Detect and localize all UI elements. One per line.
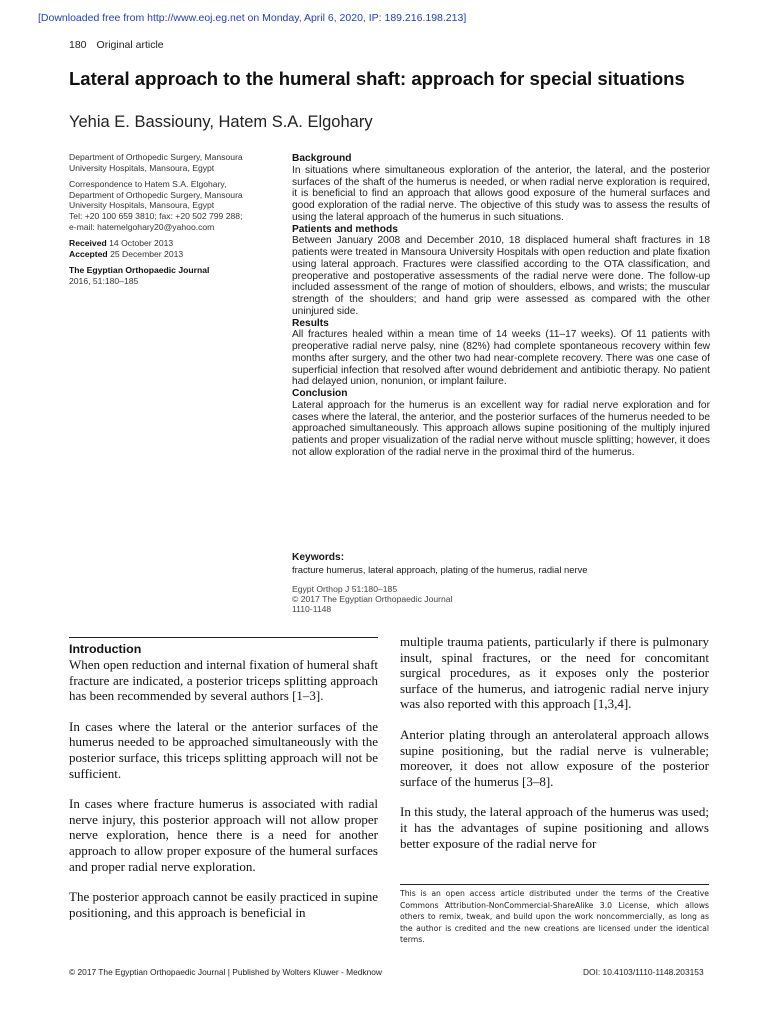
body-paragraph: Anterior plating through an anterolateral approach allows supine positioning, but the radial nerve is vulnerable; moreover, it does not allow exposure of the posterior surface of the humerus [3–8].: [400, 726, 709, 789]
abstract-results-heading: Results: [292, 317, 329, 329]
author-list: Yehia E. Bassiouny, Hatem S.A. Elgohary: [69, 113, 373, 131]
keywords: [292, 552, 710, 576]
keywords-text: fracture humerus, lateral approach, plating of the humerus, radial nerve: [292, 563, 588, 575]
body-paragraph: In cases where fracture humerus is associated with radial nerve injury, this posterior approach will not allow proper nerve exploration, hence there is a need for another approach to allow proper exposure of the humeral surfaces and proper radial nerve exploration.: [69, 796, 378, 874]
abstract-background-text: In situations where simultaneous exploration of the anterior, the lateral, and the posterior surfaces of the shaft of the humerus is needed, or when radial nerve exploration is required, it is beneficial to find an approach that allows good exposure of the humeral surfaces and good exploration of the radial nerve. The objective of this study was to assess the results of using the lateral approach of the humerus in such situations.: [292, 164, 710, 223]
abstract-conclusion-text: Lateral approach for the humerus is an excellent way for radial nerve exploration and for cases where the lateral, the anterior, and the posterior surfaces of the humerus needed to be approached simultaneously. This approach allows supine positioning of the multiply injured patients and proper visualization of the radial nerve without muscle splitting; however, it does not allow exploration of the radial nerve in the proximal third of the humerus.: [292, 399, 710, 458]
keywords-heading: Keywords:: [292, 552, 345, 563]
abstract-methods-heading: Patients and methods: [292, 223, 398, 235]
license-note: This is an open access article distributed under the terms of the Creative Commons Attribution-NonCommercial-ShareAlike 3.0 License, which allows others to remix, tweak, and build upon the work noncommercially, as long as the author is credited and the new creations are licensed under the identical terms.: [400, 884, 709, 946]
correspondence-phone: Tel: +20 100 659 3810; fax: +20 502 799 288;: [69, 210, 243, 221]
abstract-conclusion-heading: Conclusion: [292, 388, 348, 399]
body-paragraph: When open reduction and internal fixation of humeral shaft fracture are indicated, a posterior triceps splitting approach has been recommended by several authors [1–3].: [69, 657, 379, 704]
section-divider: [69, 637, 378, 638]
abstract: [292, 153, 710, 459]
copyright-line: © 2017 The Egyptian Orthopaedic Journal: [292, 594, 453, 605]
article-dates: [69, 238, 269, 259]
affiliation: Department of Orthopedic Surgery, Mansoura University Hospitals, Mansoura, Egypt: [69, 152, 243, 173]
footer-publisher: © 2017 The Egyptian Orthopaedic Journal | Published by Wolters Kluwer - Medknow: [69, 967, 382, 977]
article-title: Lateral approach to the humeral shaft: approach for special situations: [69, 68, 685, 89]
abstract-results-text: All fractures healed within a mean time of 14 weeks (11–17 weeks). Of 11 patients with preoperative radial nerve palsy, nine (82%) had complete spontaneous recovery within few months after surgery, and the other two had near-complete recovery. There was one case of superficial infection that resolved after wound debridement and antibiotic therapy. No patient had delayed union, nonunion, or implant failure.: [292, 329, 710, 388]
body-column-right: [400, 634, 709, 866]
page-number: 180: [69, 39, 87, 51]
footer-doi: DOI: 10.4103/1110-1148.203153: [583, 967, 704, 977]
body-paragraph: The posterior approach cannot be easily practiced in supine positioning, and this approach is beneficial in: [69, 889, 378, 920]
section-heading-introduction: Introduction: [69, 642, 142, 656]
body-paragraph: In this study, the lateral approach of the humerus was used; it has the advantages of supine positioning and allows better exposure of the radial nerve for: [400, 804, 709, 851]
correspondence-email: e-mail: hatemelgohary20@yahoo.com: [69, 221, 215, 232]
abstract-background-heading: Background: [292, 153, 352, 164]
article-metadata: [69, 152, 269, 293]
body-paragraph: multiple trauma patients, particularly if there is pulmonary insult, spinal fractures, or the need for concomitant surgical procedures, as it exposes only the posterior surface of the humerus, and iatrogenic radial nerve injury was also reported with this approach [1,3,4].: [400, 634, 709, 712]
body-paragraph: In cases where the lateral or the anterior surfaces of the humerus needed to be approached simultaneously with the posterior surface, this triceps splitting approach will not be sufficient.: [69, 718, 378, 781]
received-label: Received: [69, 238, 107, 249]
journal-info: [69, 265, 269, 286]
correspondence: [69, 179, 269, 232]
accepted-label: Accepted: [69, 248, 108, 259]
citation-line: Egypt Orthop J 51:180–185: [292, 584, 398, 594]
journal-name: The Egyptian Orthopaedic Journal: [69, 265, 210, 276]
download-notice: [Downloaded free from http://www.eoj.eg.net on Monday, April 6, 2020, IP: 189.216.198.213]: [38, 12, 467, 24]
citation-block: [292, 584, 453, 615]
issn-line: 1110-1148: [292, 604, 332, 615]
body-column-left: [69, 642, 378, 935]
article-type: Original article: [96, 39, 164, 51]
accepted-date: 25 December 2013: [107, 248, 184, 259]
running-head: [69, 39, 164, 51]
correspondence-address: Correspondence to Hatem S.A. Elgohary, Department of Orthopedic Surgery, Mansoura University Hospitals, Mansoura, Egypt: [69, 179, 243, 211]
journal-issue: 2016, 51:180–185: [69, 275, 139, 286]
abstract-methods-text: Between January 2008 and December 2010, 18 displaced humeral shaft fractures in 18 patients were treated in Mansoura University Hospitals with open reduction and plate fixation using lateral approach. Fractures were classified according to the OTA classification, and preoperative and postoperative assessments of the radial nerve were done. The follow-up included assessment of the range of motion of shoulders, elbows, and wrists; the muscular strength of the shoulders; and hand grip were assessed as compared with the other uninjured side.: [292, 235, 710, 317]
received-date: 14 October 2013: [106, 238, 174, 249]
